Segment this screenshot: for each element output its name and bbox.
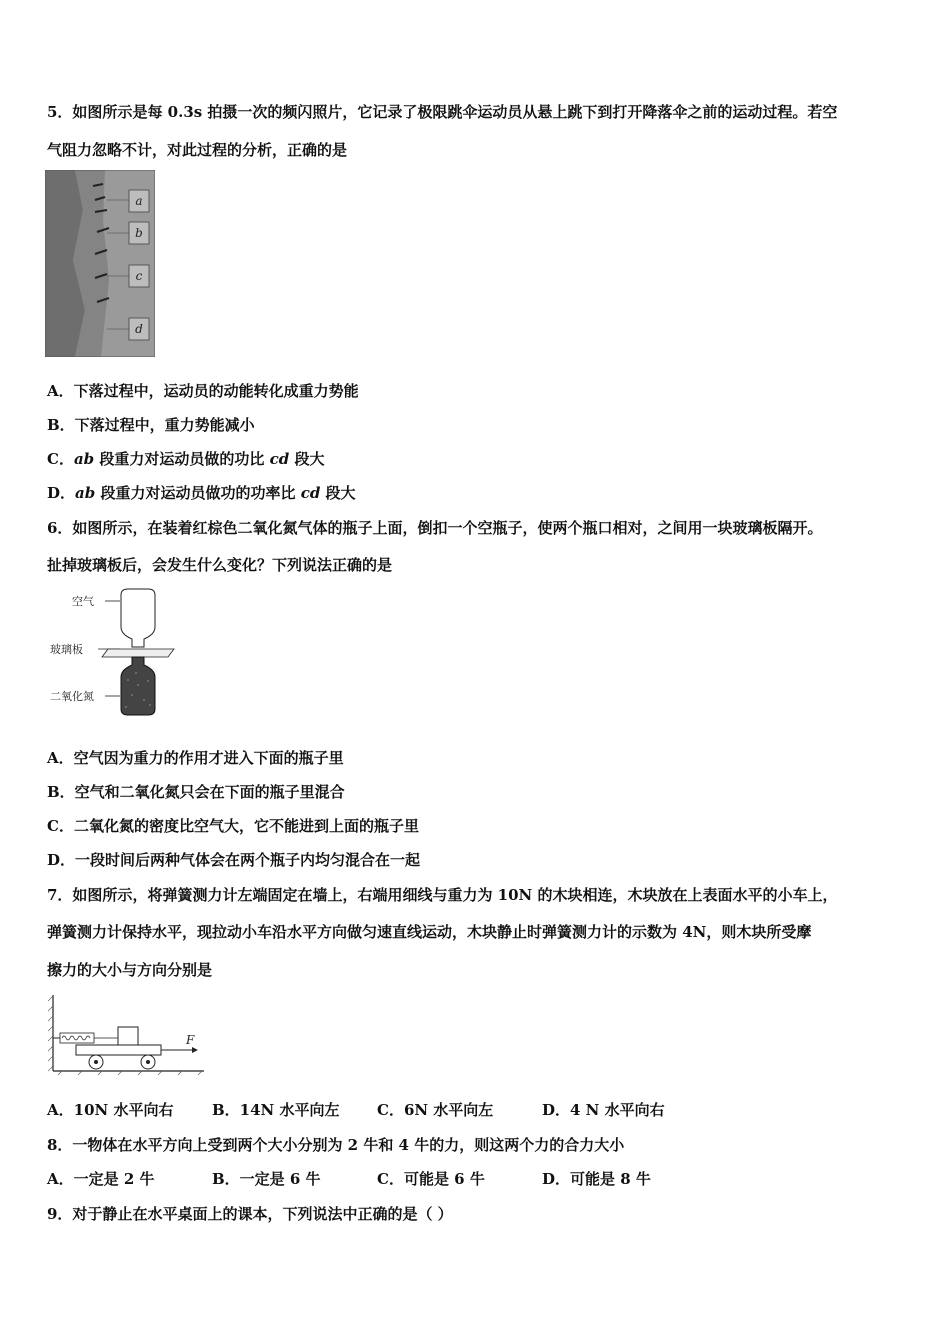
q5-skydiver-photo <box>45 170 155 357</box>
opt-c-ab: ab <box>73 450 95 468</box>
label-glass-plate: 玻璃板 <box>50 643 83 656</box>
force-label: F <box>186 1033 195 1047</box>
q7-option-d: D．4 N 水平向右 <box>542 1101 665 1119</box>
q6-option-d: D．一段时间后两种气体会在两个瓶子内均匀混合在一起 <box>47 851 421 869</box>
opt-d-suffix: 段大 <box>320 484 356 502</box>
spring-scale <box>60 1033 94 1043</box>
q7-option-b: B．14N 水平向左 <box>212 1101 340 1119</box>
q7-option-c: C．6N 水平向左 <box>377 1101 494 1119</box>
upper-bottle <box>121 589 155 647</box>
opt-d-ab: ab <box>75 484 96 502</box>
q7-stem-line3: 擦力的大小与方向分别是 <box>47 961 213 979</box>
cart-body <box>76 1045 161 1055</box>
q6-option-c: C．二氧化氮的密度比空气大，它不能进到上面的瓶子里 <box>47 817 419 835</box>
q5-option-a: A．下落过程中，运动员的动能转化成重力势能 <box>47 382 359 400</box>
q6-option-b: B．空气和二氧化氮只会在下面的瓶子里混合 <box>47 783 345 801</box>
q8-option-d: D．可能是 8 牛 <box>542 1170 651 1188</box>
q7-options <box>47 1100 665 1120</box>
q6-stem-line1: 6．如图所示，在装着红棕色二氧化氮气体的瓶子上面，倒扣一个空瓶子，使两个瓶口相对，之间用一块玻璃板隔开。 <box>47 519 823 537</box>
q6-option-a: A．空气因为重力的作用才进入下面的瓶子里 <box>47 749 344 767</box>
q5-option-d <box>47 483 356 503</box>
q6-bottles-figure <box>48 585 183 720</box>
opt-d-mid: 段重力对运动员做功的功率比 <box>95 484 301 502</box>
q7-stem-line1: 7．如图所示，将弹簧测力计左端固定在墙上，右端用细线与重力为 10N 的木块相连，木块放在上表面水平的小车上， <box>47 886 838 904</box>
fig-label-d: d <box>135 322 143 336</box>
q8-option-c: C．可能是 6 牛 <box>377 1170 485 1188</box>
opt-d-prefix: D． <box>47 484 76 502</box>
q9-stem: 9．对于静止在水平桌面上的课本，下列说法中正确的是（ ） <box>47 1205 453 1223</box>
q5-stem-line2: 气阻力忽略不计，对此过程的分析，正确的是 <box>47 141 348 159</box>
q7-stem-line2: 弹簧测力计保持水平，现拉动小车沿水平方向做匀速直线运动，木块静止时弹簧测力计的示数为 4N，则木块所受摩 <box>47 923 812 941</box>
label-air: 空气 <box>72 595 94 608</box>
q6-stem-line2: 扯掉玻璃板后，会发生什么变化？下列说法正确的是 <box>47 556 393 574</box>
opt-c-suffix: 段大 <box>289 450 325 468</box>
q5-option-c <box>47 449 324 469</box>
q5-stem-line1: 5．如图所示是每 0.3s 拍摄一次的频闪照片，它记录了极限跳伞运动员从悬上跳下到打开降落伞之前的运动过程。若空 <box>47 103 838 121</box>
fig-label-b: b <box>135 226 143 240</box>
q7-cart-figure <box>48 993 206 1075</box>
wooden-block <box>118 1027 138 1045</box>
q7-option-a: A．10N 水平向右 <box>47 1101 174 1119</box>
q8-stem: 8．一物体在水平方向上受到两个大小分别为 2 牛和 4 牛的力，则这两个力的合力大小 <box>47 1136 625 1154</box>
label-no2: 二氧化氮 <box>50 690 94 703</box>
glass-plate <box>102 649 174 657</box>
q8-options <box>47 1169 651 1189</box>
q8-option-a: A．一定是 2 牛 <box>47 1170 155 1188</box>
opt-c-cd: cd <box>269 450 290 468</box>
fig-label-a: a <box>135 194 143 208</box>
fig-label-c: c <box>135 269 143 283</box>
opt-c-prefix: C． <box>47 450 74 468</box>
q5-option-b: B．下落过程中，重力势能减小 <box>47 416 255 434</box>
opt-d-cd: cd <box>300 484 321 502</box>
q8-option-b: B．一定是 6 牛 <box>212 1170 321 1188</box>
opt-c-mid: 段重力对运动员做的功比 <box>94 450 270 468</box>
